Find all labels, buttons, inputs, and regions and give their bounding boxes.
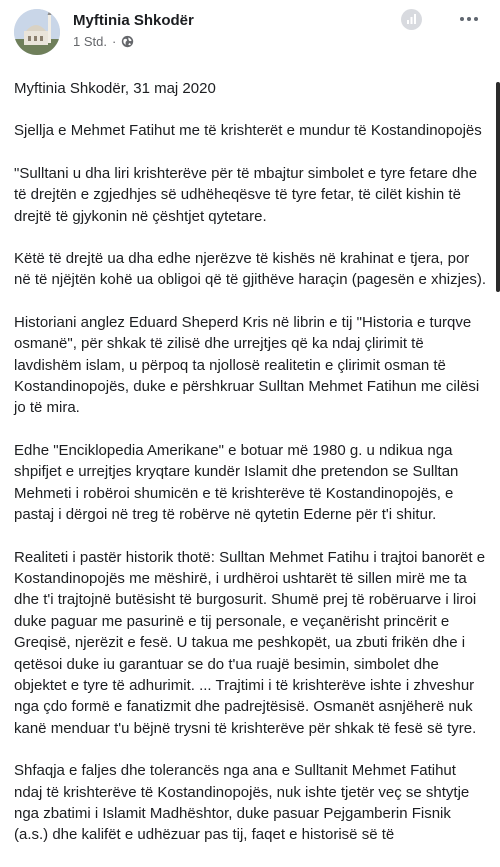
post-timestamp[interactable]: 1 Std. bbox=[73, 34, 107, 49]
meta-separator: · bbox=[111, 34, 117, 49]
post-body bbox=[14, 78, 488, 867]
post-paragraph: Sjellja e Mehmet Fatihut me të krishterët e mundur të Kostandinopojës bbox=[14, 122, 482, 140]
page-name[interactable]: Myftinia Shkodër bbox=[73, 12, 194, 29]
post-paragraph: Këtë të drejtë ua dha edhe njerëzve të kishës në krahinat e tjera, por në të njëjtën kohë ua obligoi që të gjithëve haraçin (pagesën e xhizjes). bbox=[14, 250, 486, 289]
more-horizontal-icon[interactable] bbox=[455, 8, 483, 30]
post-paragraph: Myftinia Shkodër, 31 maj 2020 bbox=[14, 80, 216, 97]
globe-icon bbox=[121, 35, 134, 48]
post-meta bbox=[73, 34, 134, 49]
post-paragraph: Shfaqja e faljes dhe tolerancës nga ana e Sulltanit Mehmet Fatihut ndaj të krishterëve të Kostandinopojës, nuk ishte tjetër veç se shtytje nga zbatimi i Islamit Madhështor, duke pasuar Pejgamberin Fisnik (a.s.) dhe kalifët e udhëzuar pas tij, faqet e historisë së të bbox=[14, 762, 470, 844]
post-paragraph: Historiani anglez Eduard Sheperd Kris në librin e tij "Historia e turqve osmanë", për shkak të zilisë dhe urrejtjes që ka ndaj çlirimit të lavdishëm islam, u përpoq ta njollosë realitetin e çlirimit osman të Kostandinopojës, duke e përshkruar Sulltan Mehmet Fatihun me cilësi jo të mira. bbox=[14, 313, 480, 417]
post-header bbox=[0, 0, 500, 64]
mosque-photo-icon bbox=[14, 9, 60, 55]
post-paragraph: Edhe "Enciklopedia Amerikane" e botuar më 1980 g. u ndikua nga shpifjet e urrejtjes kryqtare kundër Islamit dhe pretendon se Sulltan Mehmeti i robëroi shumicën e të krishterëve të Kostandinopojës, e pastaj i dërgoi në treg të robërve në qytetin Ederne për t'i shitur. bbox=[14, 441, 459, 524]
page-avatar[interactable] bbox=[14, 9, 60, 55]
post-paragraph: Realiteti i pastër historik thotë: Sulltan Mehmet Fatihu i trajtoi banorët e Kostandinopojës me mëshirë, i urdhëroi ushtarët të sillen mirë me ta dhe t'i trajtojnë butësisht të burgosurit. Shumë prej të robëruarve i liroi duke paguar me pasurinë e tij personale, e veçanërisht princërit e Greqisë, njerëzit e fesë. U takua me peshkopët, ua zbuti frikën dhe i qetësoi duke iu garantuar se do t'ua ruajë besimin, simbolet dhe objektet e tyre të adhurimit. ... Trajtimi i të krishterëve ishte i zhveshur nga çdo formë e fanatizmit dhe padrejtësisë. Osmanët asnjëherë nuk kanë menduar t'u bëjnë trysni të krishterëve për shkak të fesë së tyre. bbox=[14, 548, 486, 737]
scrollbar[interactable] bbox=[496, 82, 500, 292]
bar-chart-icon[interactable] bbox=[401, 9, 422, 30]
post-paragraph: "Sulltani u dha liri krishterëve për të mbajtur simbolet e tyre fetare dhe të drejtën e zgjedhjes së udhëheqësve të tyre fetar, të cilët kishin të drejtë të gjykonin në çështjet qytetare. bbox=[14, 164, 478, 225]
